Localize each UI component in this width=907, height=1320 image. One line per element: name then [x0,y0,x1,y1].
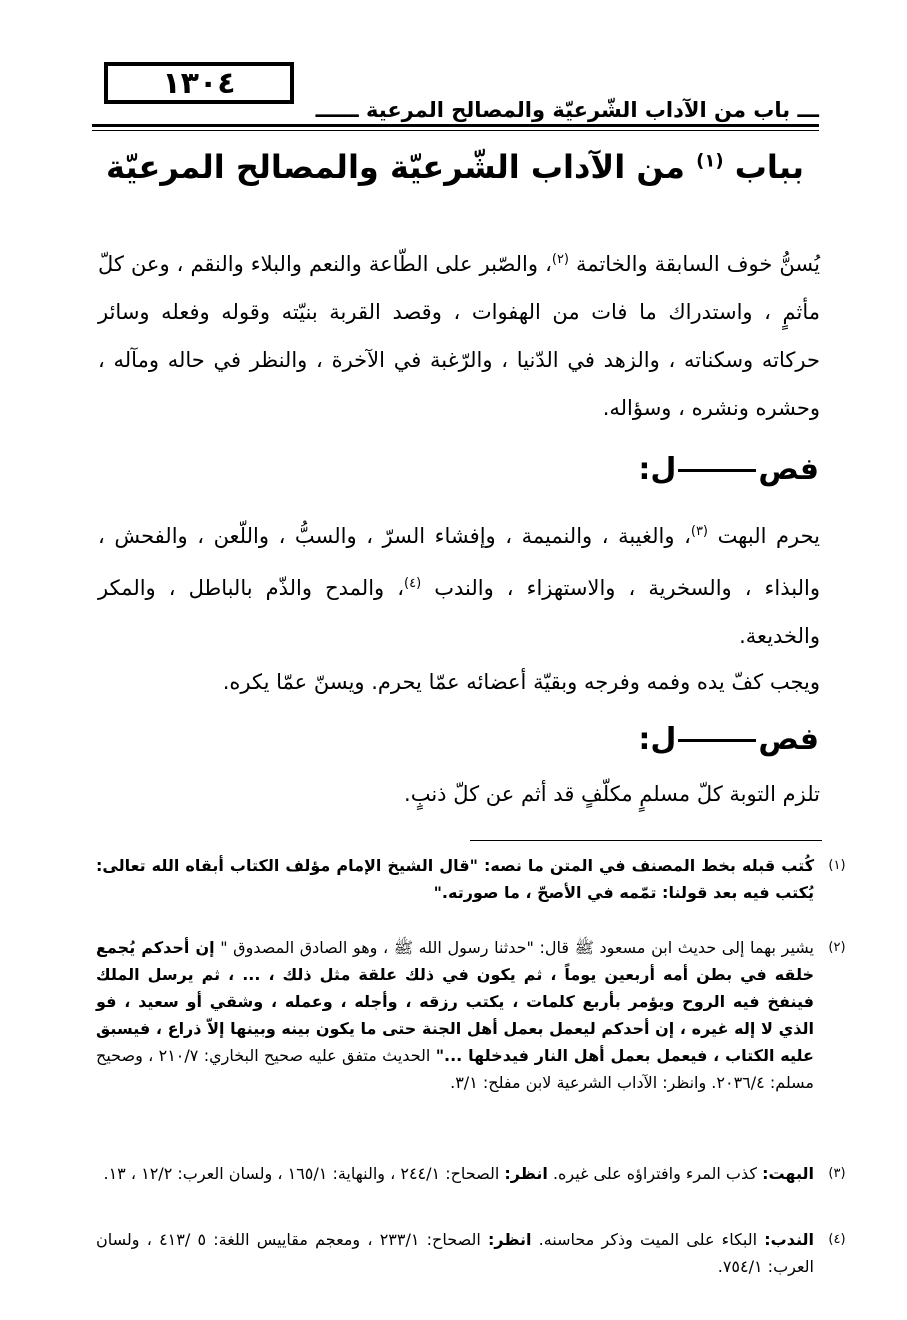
heading-kashida-rule [678,739,756,742]
footnote-4-ref-label: انظر: [488,1230,532,1249]
intro-footnote-ref: (٢) [551,252,569,267]
header-rule-thin [92,130,819,131]
footnote-2 [96,934,846,1096]
chapter-footnote-ref: (١) [696,150,724,172]
footnote-3-ref-label: انظر: [504,1164,548,1183]
footnote-number: (٣) [828,1166,846,1181]
section1-paragraph2: ويجب كفّ يده وفمه وفرجه وبقيّة أعضائه عمّا يحرم. ويسنّ عمّا يكره. [222,670,820,694]
footnote-1-text: كُتب قبله بخط المصنف في المتن ما نصه: "قال الشيخ الإمام مؤلف الكتاب أبقاه الله تعالى: يُكتب فيه بعد قولنا: تمّمه في الأصحّ ، ما صورته." [96,856,814,902]
footnote-3 [96,1160,846,1187]
section1-paragraph1 [98,508,820,660]
section-heading-2 [519,722,819,757]
section-heading-1-end: ل: [638,452,677,487]
section1-text-b: ، والغيبة ، والنميمة ، وإفشاء السرّ ، والسبُّ ، واللّعن ، والفحش ، والبذاء ، والسخرية ، والاستهزاء ، والندب [98,524,820,600]
section2-paragraph1: تلزم التوبة كلّ مسلمٍ مكلّفٍ قد أثم عن كلّ ذنبٍ. [404,782,820,806]
footnote-number: (١) [828,858,846,873]
section1-footnote-ref-3: (٣) [690,524,708,539]
footnote-4-label: الندب: [764,1230,815,1249]
footnote-4-references: الصحاح: ٢٣٣/١ ، ومعجم مقاييس اللغة: ٥ /٤١٣ ، ولسان العرب: ٧٥٤/١. [96,1230,814,1276]
section-heading-2-start: فص [758,722,819,757]
footnote-2-hadith: إن أحدكم يُجمع خلقه في بطن أمه أربعين يوماً ، ثم يكون في ذلك علقة مثل ذلك ، ... ، ثم يرسل الملك فينفخ فيه الروح ويؤمر بأربع كلمات ، يكتب رزقه ، وأجله ، وعمله ، وشقي أو سعيد ، فو الذي لا إله غيره ، إن أحدكم ليعمل بعمل أهل الجنة حتى ما يكون بينه وبينها إلاّ ذراع ، فيسبق عليه الكتاب ، فيعمل بعمل أهل النار فيدخلها ..." [96,938,814,1065]
intro-text-b: ، والصّبر على الطّاعة والنعم والبلاء والنقم ، وعن كلّ مأثمٍ ، واستدراك ما فات من الهفوات ، وقصد القربة بنيّته وقوله وفعله وسائر حركاته وسكناته ، والزهد في الدّنيا ، والرّغبة في الآخرة ، والنظر في حاله ومآله ، وحشره ونشره ، وسؤاله. [98,252,820,420]
footnote-2-reference: الحديث متفق عليه صحيح البخاري: ٢١٠/٧ ، وصحيح مسلم: ٢٠٣٦/٤. وانظر: الآداب الشرعية لابن مفلح: ٣/١. [96,1046,814,1092]
page-number: ١٣٠٤ [104,62,294,104]
footnote-number: (٤) [828,1232,846,1247]
section-heading-1-start: فص [758,452,819,487]
footnote-number: (٢) [828,940,846,955]
footnote-1 [96,852,846,906]
running-title-text: باب من الآداب الشّرعيّة والمصالح المرعية [366,98,791,122]
intro-text-a: يُسنُّ خوف السابقة والخاتمة [576,252,820,276]
intro-paragraph [98,236,820,432]
footnote-2-intro: يشير بهما إلى حديث ابن مسعود ﷺ قال: "حدثنا رسول الله ﷺ ، وهو الصادق المصدوق " [220,938,814,957]
section-heading-2-end: ل: [638,722,677,757]
page-header [92,62,819,134]
section1-footnote-ref-4: (٤) [404,576,422,591]
section-heading-1 [519,452,819,487]
footnote-3-references: الصحاح: ٢٤٤/١ ، والنهاية: ١٦٥/١ ، ولسان العرب: ١٢/٢ ، ١٣. [103,1164,500,1183]
section1-text-a: يحرم البهت [717,524,820,548]
heading-kashida-rule [678,469,756,472]
footnote-3-definition: كذب المرء وافتراؤه على غيره. [552,1164,757,1183]
header-rule [92,124,819,127]
running-title: ـــ باب من الآداب الشّرعيّة والمصالح المرعية ــــــ [315,98,819,122]
chapter-title-rest: من الآداب الشّرعيّة والمصالح المرعيّة [106,148,685,186]
footnote-divider [470,840,822,841]
footnote-4 [96,1226,846,1280]
footnote-4-definition: البكاء على الميت وذكر محاسنه. [538,1230,758,1249]
section1-text-c: ، والمدح والذّم بالباطل ، والمكر والخديعة. [98,576,820,648]
chapter-title [90,148,820,186]
footnote-3-label: البهت: [762,1164,814,1183]
chapter-title-word: بباب [734,148,804,186]
